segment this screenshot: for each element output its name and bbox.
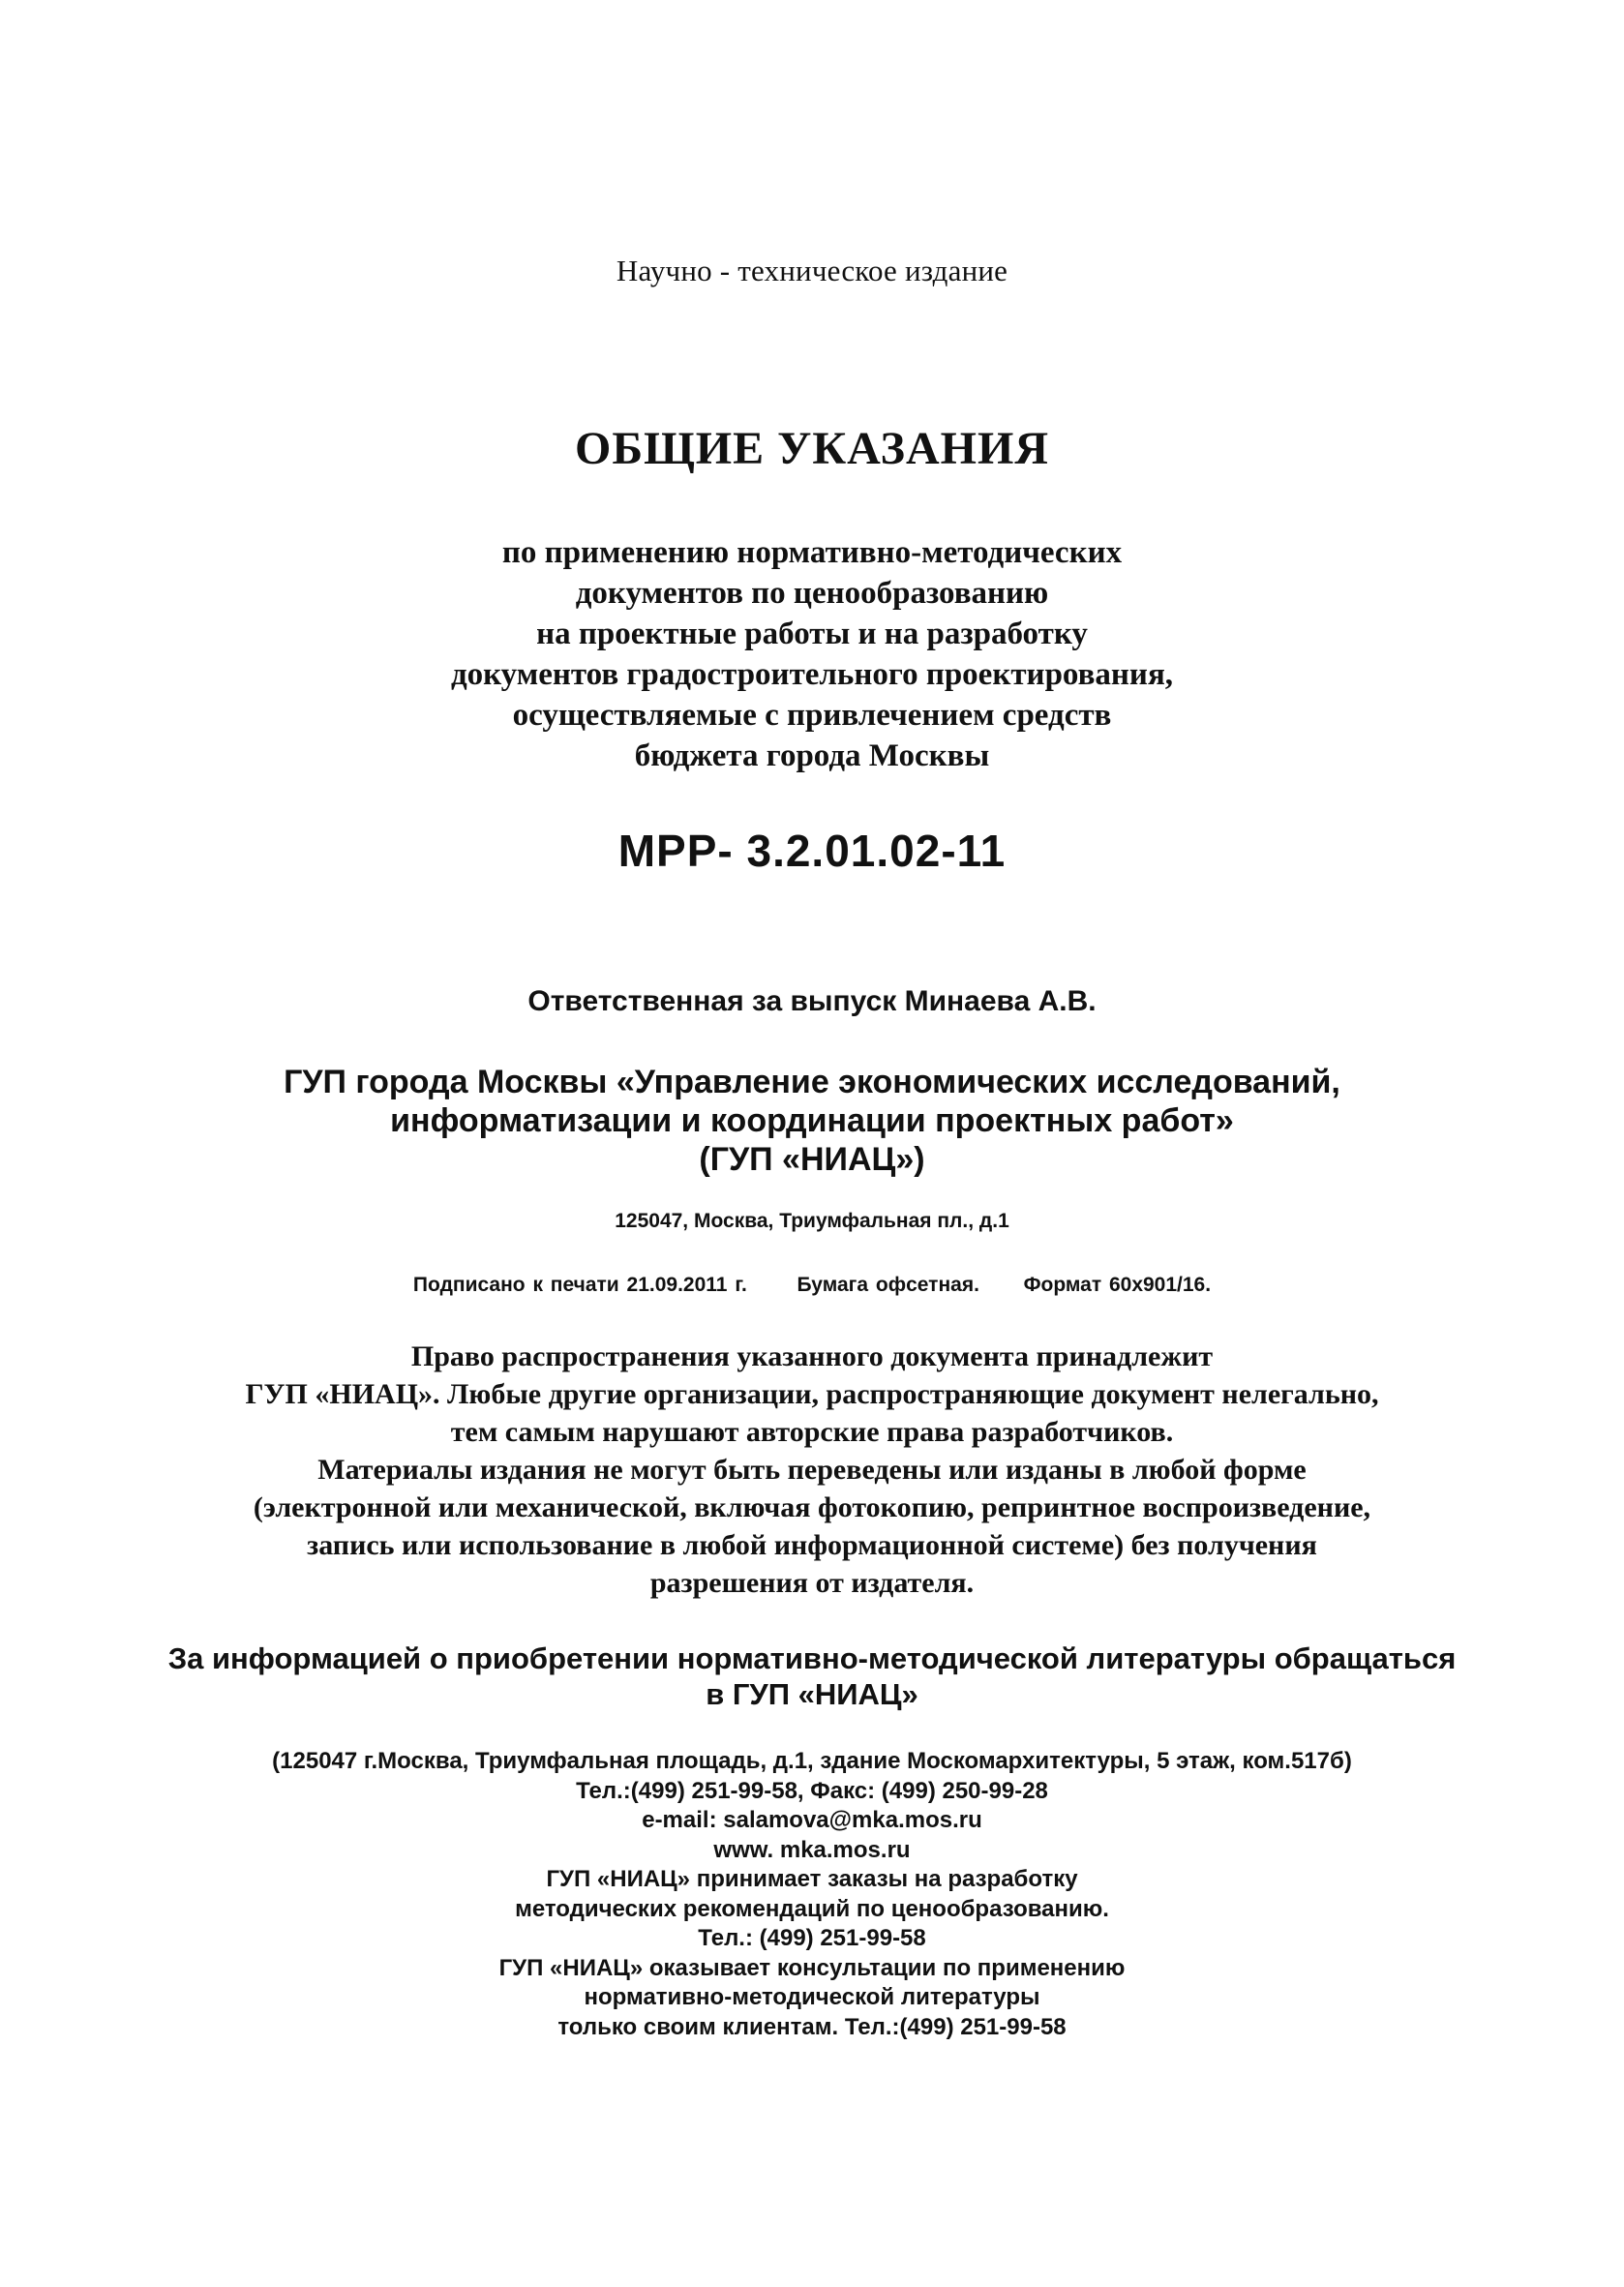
organization-line: информатизации и координации проектных работ» xyxy=(390,1102,1234,1139)
organization-line: ГУП города Москвы «Управление экономических исследований, xyxy=(284,1064,1340,1100)
signed-date: Подписано к печати 21.09.2011 г. xyxy=(412,1274,747,1296)
contact-line: ГУП «НИАЦ» принимает заказы на разработку xyxy=(546,1866,1078,1892)
contact-line: нормативно-методической литературы xyxy=(584,1984,1040,2010)
contact-phone-fax: Тел.:(499) 251-99-58, Факс: (499) 250-99-28 xyxy=(576,1778,1048,1804)
rights-line: ГУП «НИАЦ». Любые другие организации, распространяющие документ нелегально, xyxy=(245,1378,1379,1410)
organization-address: 125047, Москва, Триумфальная пл., д.1 xyxy=(615,1210,1009,1232)
organization-line: (ГУП «НИАЦ») xyxy=(699,1141,925,1178)
contact-line: ГУП «НИАЦ» оказывает консультации по применению xyxy=(498,1955,1126,1981)
contact-line: методических рекомендаций по ценообразованию. xyxy=(515,1896,1109,1922)
info-line: в ГУП «НИАЦ» xyxy=(706,1677,918,1711)
document-title: ОБЩИЕ УКАЗАНИЯ xyxy=(575,423,1049,474)
contact-address: (125047 г.Москва, Триумфальная площадь, д.1, здание Москомархитектуры, 5 этаж, ком.517б) xyxy=(272,1748,1352,1774)
info-line: За информацией о приобретении нормативно-методической литературы обращаться xyxy=(167,1641,1457,1675)
rights-line: запись или использование в любой информационной системе) без получения xyxy=(307,1529,1317,1561)
rights-line: Право распространения указанного документа принадлежит xyxy=(410,1340,1214,1372)
document-code: МРР- 3.2.01.02-11 xyxy=(617,826,1007,876)
subtitle-line: документов градостроительного проектирования, xyxy=(450,657,1174,692)
rights-line: (электронной или механической, включая фотокопию, репринтное воспроизведение, xyxy=(253,1491,1371,1523)
rights-line: тем самым нарушают авторские права разработчиков. xyxy=(450,1416,1174,1448)
subtitle-line: бюджета города Москвы xyxy=(634,738,990,773)
subtitle-line: по применению нормативно-методических xyxy=(501,535,1123,570)
subtitle-line: документов по ценообразованию xyxy=(575,576,1049,611)
print-details xyxy=(0,1274,1624,1297)
contact-email[interactable]: e-mail: salamova@mka.mos.ru xyxy=(642,1807,982,1833)
rights-line: разрешения от издателя. xyxy=(649,1567,975,1599)
paper-format: Формат 60х901/16. xyxy=(1023,1274,1212,1296)
subtitle-line: осуществляемые с привлечением средств xyxy=(512,698,1112,733)
contact-phone: Тел.: (499) 251-99-58 xyxy=(698,1925,926,1951)
subtitle-line: на проектные работы и на разработку xyxy=(536,617,1088,651)
contact-line: только своим клиентам. Тел.:(499) 251-99-58 xyxy=(557,2014,1067,2040)
rights-line: Материалы издания не могут быть переведены или изданы в любой форме xyxy=(317,1454,1307,1486)
responsible-person: Ответственная за выпуск Минаева А.В. xyxy=(527,985,1097,1017)
contact-website[interactable]: www. mka.mos.ru xyxy=(713,1837,911,1863)
edition-type: Научно - техническое издание xyxy=(616,254,1008,287)
paper-type: Бумага офсетная. xyxy=(797,1274,979,1296)
